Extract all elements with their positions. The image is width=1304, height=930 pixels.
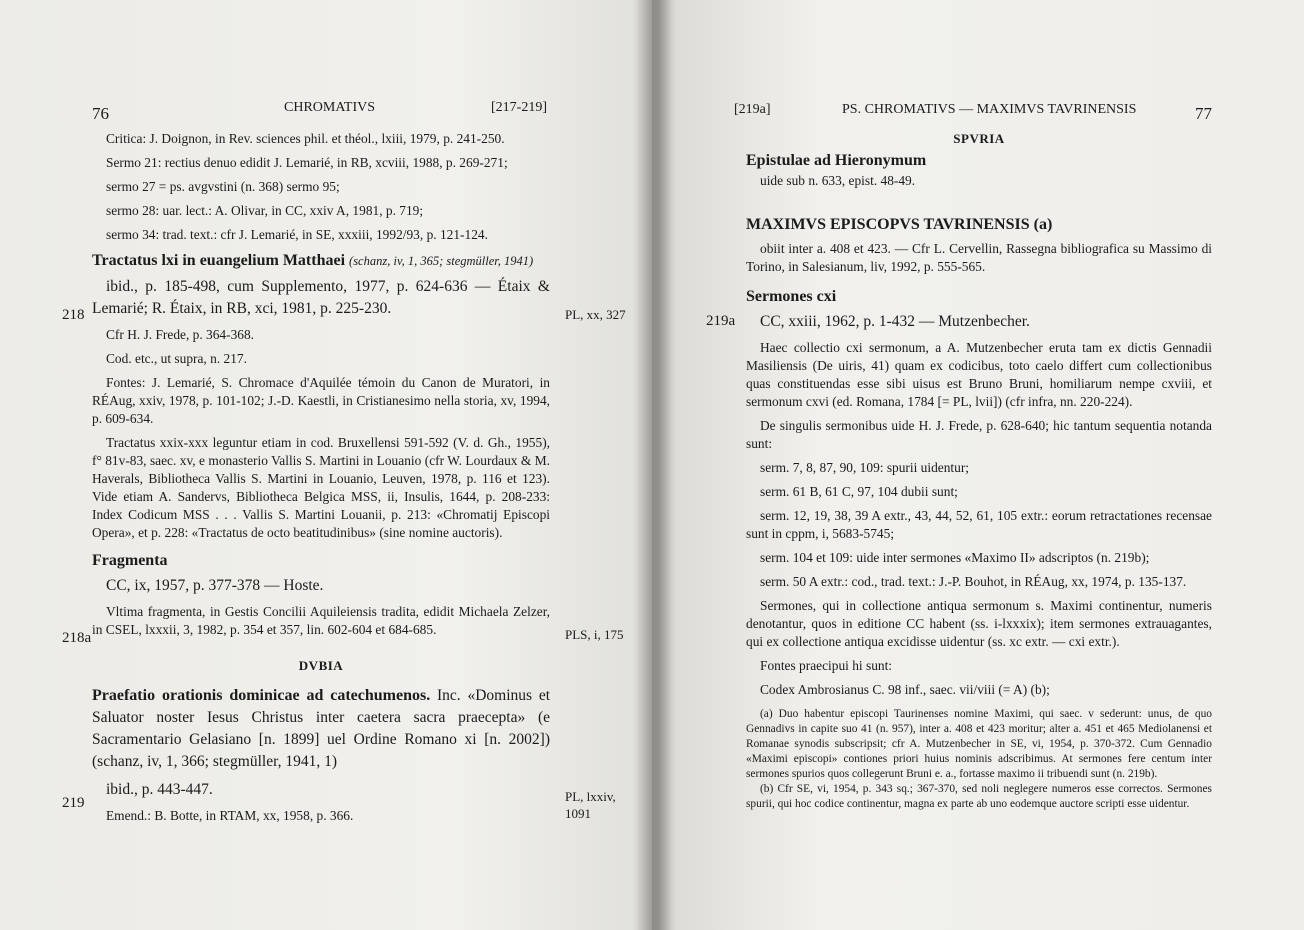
maximus-intro: obiit inter a. 408 et 423. — Cfr L. Cervellin, Rassegna bibliografica su Massimo di Torino, in Salesianum, liv, 1992, p. 555-565. bbox=[746, 241, 1212, 274]
left-running-title: CHROMATIVS bbox=[284, 100, 376, 115]
entry-218-number: 218 bbox=[62, 307, 85, 323]
maximus-heading: MAXIMVS EPISCOPVS TAVRINENSIS (a) bbox=[746, 216, 1053, 233]
entry-219a-codex: Codex Ambrosianus C. 98 inf., saec. vii/viii (= A) (b); bbox=[760, 682, 1050, 697]
entry-219a-ed: CC, xxiii, 1962, p. 1-432 — Mutzenbecher. bbox=[760, 313, 1030, 330]
right-page bbox=[652, 0, 1304, 930]
entry-218-cod: Cod. etc., ut supra, n. 217. bbox=[106, 351, 247, 366]
entry-219-margin-ref: PL, lxxiv, 1091 bbox=[565, 789, 616, 821]
dubia-heading: DVBIA bbox=[298, 658, 344, 673]
entry-219a-serm-3: serm. 12, 19, 38, 39 A extr., 43, 44, 52, 61, 105 extr.: eorum retractationes recensae sunt in cppm, i, 5683-5745; bbox=[746, 508, 1212, 541]
spvria-heading: SPVRIA bbox=[953, 131, 1005, 146]
entry-218-ref: (schanz, iv, 1, 365; stegmüller, 1941) bbox=[349, 254, 534, 268]
entry-219a-sermones: Sermones, qui in collectione antiqua sermonum s. Maximi continentur, numeris denotantur, quos in editione CC habent (ss. i-lxxxix); item sermones extrauagantes, qui ex collectione antiqua excidisse uidentur (ss. xc extr. — cxi extr.). bbox=[746, 598, 1212, 649]
footnotes bbox=[746, 707, 1212, 812]
entry-219a-serm-2: serm. 61 B, 61 C, 97, 104 dubii sunt; bbox=[760, 484, 958, 499]
entry-219a-title: Sermones cxi bbox=[746, 288, 837, 305]
critica-line-1: Critica: J. Doignon, in Rev. sciences phil. et théol., lxiii, 1979, p. 241-250. bbox=[106, 131, 505, 146]
entry-218 bbox=[92, 250, 550, 542]
entry-218-tractatus: Tractatus xxix-xxx leguntur etiam in cod. Bruxellensi 591-592 (V. d. Gh., 1955), f° 81v-83, saec. xv, e monasterio Vallis S. Martini in Louanio (cfr W. Lourdaux & M. Haverals, Bibliotheca Vallis S. Martini in Louanio, Leuven, 1978, p. 116 et 123). Vide etiam A. Sandervs, Bibliotheca Belgica MSS, ii, Insulis, 1644, p. 208-233: Index Codicum MSS . . . Vallis S. Martini Louanii, p. 213: «Chromatij Episcopi Opera», et p. 228: «Tractatus de octo beatitudinibus» (sine nomine auctoris). bbox=[92, 435, 550, 540]
epistulae-heading: Epistulae ad Hieronymum bbox=[746, 152, 927, 169]
footnote-b: (b) Cfr SE, vi, 1954, p. 343 sq.; 367-370, sed noli neglegere numeros esse correctos. Sermones spurii, qui hoc codice continentur, magna ex parte ab uno eodemque auctore scripti esse uidentur. bbox=[746, 783, 1212, 810]
entry-218a-margin-ref: PLS, i, 175 bbox=[565, 627, 624, 642]
critica-line-3: sermo 27 = ps. avgvstini (n. 368) sermo 95; bbox=[106, 179, 340, 194]
left-page-number: 76 bbox=[92, 104, 109, 123]
entry-219a-fontes: Fontes praecipui hi sunt: bbox=[760, 658, 893, 673]
entry-219a-desingulis: De singulis sermonibus uide H. J. Frede, p. 628-640; hic tantum sequentia notanda sunt: bbox=[746, 418, 1212, 451]
entry-218a-ed: CC, ix, 1957, p. 377-378 — Hoste. bbox=[106, 577, 324, 594]
critica-line-2: Sermo 21: rectius denuo edidit J. Lemarié, in RB, xcviii, 1988, p. 269-271; bbox=[106, 155, 508, 170]
book-gutter bbox=[636, 0, 676, 930]
entry-219a-serm-4: serm. 104 et 109: uide inter sermones «Maximo II» adscriptos (n. 219b); bbox=[760, 550, 1150, 565]
entry-219-incipit: Inc. «Dominus et Saluator noster Iesus Christus inter caetera sacra praecepta» (e Sacramentario Gelasiano [n. 1899] uel Ordine Romano xi [n. 2002]) (schanz, iv, 1, 366; stegmüller, 1941, 1) bbox=[92, 687, 551, 770]
entry-218-cfr: Cfr H. J. Frede, p. 364-368. bbox=[106, 327, 255, 342]
entry-218a bbox=[92, 550, 550, 639]
entry-218a-vltima: Vltima fragmenta, in Gestis Concilii Aquileiensis tradita, edidit Michaela Zelzer, in CSEL, lxxxii, 3, 1982, p. 354 et 357, lin. 602-604 et 684-685. bbox=[92, 604, 550, 637]
right-range: [219a] bbox=[734, 102, 771, 117]
left-range: [217-219] bbox=[491, 100, 547, 115]
critica-line-4: sermo 28: uar. lect.: A. Olivar, in CC, xxiv A, 1981, p. 719; bbox=[106, 203, 424, 218]
entry-218a-number: 218a bbox=[62, 630, 92, 646]
entry-219a-number: 219a bbox=[706, 313, 736, 329]
epistulae-ref: uide sub n. 633, epist. 48-49. bbox=[760, 173, 916, 188]
entry-219 bbox=[92, 685, 550, 825]
left-column bbox=[92, 130, 550, 831]
right-page-number: 77 bbox=[1195, 104, 1212, 123]
entry-218-ed: ibid., p. 185-498, cum Supplemento, 1977, p. 624-636 — Étaix & Lemarié; R. Étaix, in RB, xci, 1981, p. 225-230. bbox=[92, 278, 550, 317]
entry-219a bbox=[746, 286, 1212, 699]
entry-218-title: Tractatus lxi in euangelium Matthaei bbox=[92, 252, 346, 269]
right-running-title: PS. CHROMATIVS — MAXIMVS TAVRINENSIS bbox=[842, 102, 1137, 117]
entry-218a-title: Fragmenta bbox=[92, 552, 168, 569]
entry-219-emend: Emend.: B. Botte, in RTAM, xx, 1958, p. 366. bbox=[106, 808, 354, 823]
footnote-a: (a) Duo habentur episcopi Taurinenses nomine Maximi, qui saec. v sederunt: unus, de quo Gennadivs in capite suo 41 (n. 957), inter a. 408 et 423 moritur; alter a. 451 et 465 Mediolanensi et Romanae synodis subscripsit; cfr A. Mutzenbecher in SE, vi, 1954, p. 370-372. Cum Gennadio «Maximi episcopi» contiones priori huius nominis adscribimus. At sermones fere centum inter sermones spurios quos collegerunt Bruni e. a., fortasse maximo ii tribuendi sunt (n. 219b). bbox=[746, 708, 1212, 780]
entry-218-fontes: Fontes: J. Lemarié, S. Chromace d'Aquilée témoin du Canon de Muratori, in RÉAug, xxiv, 1978, p. 101-102; J.-D. Kaestli, in Cristianesimo nella storia, xv, 1994, p. 609-634. bbox=[92, 375, 550, 426]
entry-219a-serm-1: serm. 7, 8, 87, 90, 109: spurii uidentur; bbox=[760, 460, 970, 475]
entry-219a-haec: Haec collectio cxi sermonum, a A. Mutzenbecher eruta tam ex dictis Gennadii Masiliensis (De uiris, 41) quam ex codicibus, toto caelo differt cum collectionibus quas constituendas esse sibi uisus est Bruno Bruni, homiliarum nempe cxviii, et sermonum cxvi (ed. Romana, 1784 [= PL, lvii]) (cfr infra, nn. 220-224). bbox=[746, 340, 1212, 409]
right-column bbox=[746, 130, 1212, 812]
entry-219a-serm-5: serm. 50 A extr.: cod., trad. text.: J.-P. Bouhot, in RÉAug, xx, 1974, p. 135-137. bbox=[760, 574, 1187, 589]
entry-219-ibid: ibid., p. 443-447. bbox=[106, 781, 213, 798]
entry-219-number: 219 bbox=[62, 795, 85, 811]
entry-219-title: Praefatio orationis dominicae ad catechumenos. bbox=[92, 687, 431, 704]
critica-line-5: sermo 34: trad. text.: cfr J. Lemarié, in SE, xxxiii, 1992/93, p. 121-124. bbox=[106, 227, 488, 242]
entry-218-margin-ref: PL, xx, 327 bbox=[565, 307, 626, 322]
